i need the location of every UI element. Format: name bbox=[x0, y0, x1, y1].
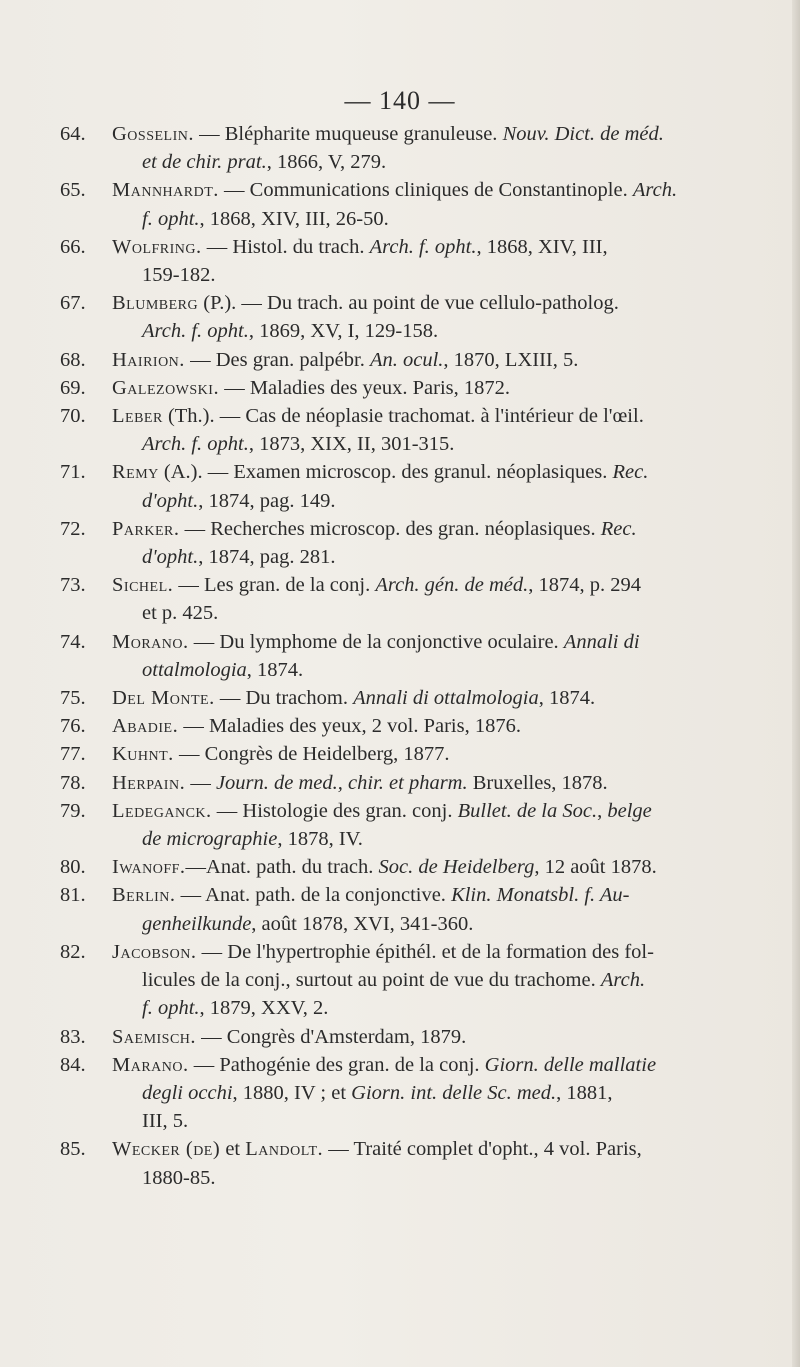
entry-line bbox=[112, 769, 780, 797]
entry-journal: Arch. f. opht. bbox=[142, 320, 249, 343]
entry-line bbox=[112, 317, 780, 345]
entry-line bbox=[112, 910, 780, 938]
entry-journal: f. opht. bbox=[142, 997, 200, 1020]
entry-line bbox=[112, 599, 780, 627]
bibliography-entry bbox=[60, 712, 780, 740]
bibliography-entry bbox=[60, 374, 780, 402]
entry-journal: Arch. bbox=[632, 179, 678, 202]
entry-text: , 1878, IV. bbox=[277, 828, 363, 851]
entry-text: (P.). — Du trach. au point de vue cellulo-patholog. bbox=[203, 292, 619, 315]
entry-journal: Soc. de Heidelberg bbox=[378, 856, 535, 879]
entry-author: Marano. bbox=[112, 1053, 189, 1076]
entry-number: 74. bbox=[60, 630, 86, 653]
entry-author: Herpain. bbox=[112, 771, 186, 794]
entry-line bbox=[112, 233, 780, 261]
entry-number: 66. bbox=[60, 235, 86, 258]
entry-number: 78. bbox=[60, 771, 86, 794]
bibliography-entry bbox=[60, 853, 780, 881]
entry-text: , 1866, V, 279. bbox=[266, 151, 387, 174]
entry-line bbox=[112, 656, 780, 684]
entry-journal: ottalmologia bbox=[142, 658, 247, 681]
entry-text: Bruxelles, 1878. bbox=[467, 771, 608, 794]
entry-journal: de micrographie bbox=[142, 828, 278, 851]
entry-journal: d'opht. bbox=[142, 489, 199, 512]
entry-text: , 1874. bbox=[538, 687, 596, 710]
entry-line bbox=[112, 543, 780, 571]
entry-journal: f. opht. bbox=[142, 207, 200, 230]
entry-journal: genheilkunde bbox=[142, 912, 252, 935]
bibliography-entry bbox=[60, 740, 780, 768]
entry-line bbox=[112, 430, 780, 458]
bibliography-entry bbox=[60, 120, 780, 176]
entry-line bbox=[112, 487, 780, 515]
entry-journal: Arch. f. opht. bbox=[369, 235, 477, 258]
entry-line bbox=[112, 966, 780, 994]
entry-text: , 12 août 1878. bbox=[534, 856, 657, 879]
entry-line bbox=[112, 938, 780, 966]
entry-text: — Histol. du trach. bbox=[206, 235, 365, 258]
entry-number: 79. bbox=[60, 799, 86, 822]
entry-number: 70. bbox=[60, 405, 86, 428]
entry-journal: Giorn. delle mallatie bbox=[484, 1053, 657, 1076]
entry-number: 80. bbox=[60, 856, 86, 879]
entry-author: Morano. bbox=[112, 630, 189, 653]
entry-number: 76. bbox=[60, 715, 86, 738]
entry-text: — Congrès d'Amsterdam, 1879. bbox=[201, 1025, 467, 1048]
bibliography-list bbox=[60, 120, 780, 1192]
entry-author: Ledeganck. bbox=[112, 799, 212, 822]
entry-author: Wolfring. bbox=[112, 235, 202, 258]
entry-text: et bbox=[225, 1138, 241, 1161]
bibliography-entry bbox=[60, 289, 780, 345]
entry-text: , 1879, XXV, 2. bbox=[199, 997, 329, 1020]
bibliography-entry bbox=[60, 797, 780, 853]
entry-journal: Bullet. de la Soc. bbox=[457, 799, 598, 822]
entry-number: 71. bbox=[60, 461, 86, 484]
entry-journal: An. ocul. bbox=[369, 348, 444, 371]
entry-journal: Rec. bbox=[600, 517, 637, 540]
entry-line bbox=[112, 402, 780, 430]
entry-author: Kuhnt. bbox=[112, 743, 174, 766]
entry-author: Iwanoff. bbox=[112, 856, 186, 879]
entry-line bbox=[112, 346, 780, 374]
entry-text: et p. 425. bbox=[142, 602, 219, 625]
entry-text: — bbox=[190, 771, 211, 794]
entry-line bbox=[112, 176, 780, 204]
entry-journal: Klin. Monatsbl. f. Au- bbox=[451, 884, 630, 907]
entry-number: 77. bbox=[60, 743, 86, 766]
entry-journal: Journ. de med., chir. et pharm. bbox=[215, 771, 468, 794]
entry-journal: Giorn. int. delle Sc. med. bbox=[351, 1081, 557, 1104]
entry-text: (Th.). — Cas de néoplasie trachomat. à l'intérieur de l'œil. bbox=[167, 405, 644, 428]
entry-number: 82. bbox=[60, 940, 86, 963]
entry-text: — Pathogénie des gran. de la conj. bbox=[193, 1053, 480, 1076]
entry-author: Wecker (de) bbox=[112, 1138, 221, 1161]
entry-author: Jacobson. bbox=[112, 940, 197, 963]
entry-line bbox=[112, 1164, 780, 1192]
entry-journal: degli occhi bbox=[142, 1081, 233, 1104]
entry-journal: Rec. bbox=[612, 461, 649, 484]
entry-number: 72. bbox=[60, 517, 86, 540]
entry-number: 75. bbox=[60, 687, 86, 710]
entry-line bbox=[112, 712, 780, 740]
entry-text: 159-182. bbox=[142, 264, 216, 287]
entry-text: (A.). — Examen microscop. des granul. néoplasiques. bbox=[163, 461, 608, 484]
entry-line bbox=[112, 120, 780, 148]
bibliography-entry bbox=[60, 881, 780, 937]
page-edge bbox=[792, 0, 800, 1367]
bibliography-entry bbox=[60, 515, 780, 571]
entry-line bbox=[112, 1107, 780, 1135]
entry-line bbox=[112, 740, 780, 768]
entry-journal: belge bbox=[607, 799, 652, 822]
entry-text: — Des gran. palpébr. bbox=[190, 348, 365, 371]
entry-journal: Annali di ottalmologia bbox=[353, 687, 539, 710]
entry-author: Abadie. bbox=[112, 715, 179, 738]
entry-number: 67. bbox=[60, 292, 86, 315]
entry-text: — Communications cliniques de Constantinople. bbox=[224, 179, 628, 202]
entry-number: 64. bbox=[60, 123, 86, 145]
entry-line bbox=[112, 374, 780, 402]
bibliography-entry bbox=[60, 1023, 780, 1051]
entry-number: 68. bbox=[60, 348, 86, 371]
bibliography-entry bbox=[60, 938, 780, 1023]
entry-text: — Congrès de Heidelberg, 1877. bbox=[178, 743, 450, 766]
entry-journal: d'opht. bbox=[142, 546, 199, 569]
entry-text: — Anat. path. de la conjonctive. bbox=[180, 884, 446, 907]
entry-author: Remy bbox=[112, 461, 159, 484]
entry-number: 69. bbox=[60, 376, 86, 399]
entry-author: Landolt. bbox=[245, 1138, 324, 1161]
entry-journal: Arch. f. opht. bbox=[142, 433, 249, 456]
entry-text: , 1868, XIV, III, 26-50. bbox=[199, 207, 389, 230]
entry-line bbox=[112, 853, 780, 881]
entry-text: — Blépharite muqueuse granuleuse. bbox=[199, 123, 498, 145]
entry-line bbox=[112, 825, 780, 853]
bibliography-entry bbox=[60, 1135, 780, 1191]
entry-line bbox=[112, 1135, 780, 1163]
entry-text: — Du trachom. bbox=[219, 687, 348, 710]
entry-text: — Recherches microscop. des gran. néoplasiques. bbox=[184, 517, 596, 540]
entry-text: licules de la conj., surtout au point de vue du trachome. bbox=[142, 969, 596, 992]
entry-number: 73. bbox=[60, 574, 86, 597]
entry-line bbox=[112, 1079, 780, 1107]
page-number: — 140 — bbox=[344, 86, 456, 115]
entry-text: , 1880, IV ; et bbox=[232, 1081, 347, 1104]
entry-text: , août 1878, XVI, 341-360. bbox=[251, 912, 474, 935]
entry-line bbox=[112, 1051, 780, 1079]
entry-line bbox=[112, 148, 780, 176]
entry-number: 65. bbox=[60, 179, 86, 202]
entry-author: Berlin. bbox=[112, 884, 176, 907]
entry-text: III, 5. bbox=[142, 1110, 189, 1133]
entry-author: Blumberg bbox=[112, 292, 199, 315]
entry-text: , 1874, pag. 281. bbox=[198, 546, 336, 569]
bibliography-entry bbox=[60, 233, 780, 289]
entry-line bbox=[112, 205, 780, 233]
entry-text: , 1873, XIX, II, 301-315. bbox=[248, 433, 455, 456]
entry-text: — Du lymphome de la conjonctive oculaire. bbox=[193, 630, 559, 653]
entry-line bbox=[112, 261, 780, 289]
entry-text: —Anat. path. du trach. bbox=[185, 856, 374, 879]
entry-line bbox=[112, 1023, 780, 1051]
entry-number: 85. bbox=[60, 1138, 86, 1161]
entry-line bbox=[112, 289, 780, 317]
bibliography-entry bbox=[60, 402, 780, 458]
entry-line bbox=[112, 881, 780, 909]
entry-journal: et de chir. prat. bbox=[142, 151, 267, 174]
entry-line bbox=[112, 994, 780, 1022]
bibliography-entry bbox=[60, 684, 780, 712]
entry-line bbox=[112, 515, 780, 543]
entry-text: — Histologie des gran. conj. bbox=[216, 799, 453, 822]
bibliography-entry bbox=[60, 571, 780, 627]
entry-text: , 1869, XV, I, 129-158. bbox=[248, 320, 439, 343]
bibliography-entry bbox=[60, 769, 780, 797]
entry-journal: Annali di bbox=[563, 630, 640, 653]
entry-text: , bbox=[597, 799, 603, 822]
entry-text: , 1870, LXIII, 5. bbox=[443, 348, 579, 371]
entry-author: Saemisch. bbox=[112, 1025, 197, 1048]
entry-line bbox=[112, 684, 780, 712]
entry-text: , 1874, p. 294 bbox=[528, 574, 642, 597]
entry-text: — Les gran. de la conj. bbox=[178, 574, 371, 597]
entry-author: Galezowski. bbox=[112, 376, 220, 399]
entry-text: 1880-85. bbox=[142, 1166, 216, 1189]
entry-text: — Maladies des yeux. Paris, 1872. bbox=[224, 376, 511, 399]
entry-author: Del Monte. bbox=[112, 687, 215, 710]
entry-text: , 1881, bbox=[556, 1081, 613, 1104]
entry-journal: Arch. gén. de méd. bbox=[375, 574, 529, 597]
bibliography-entry bbox=[60, 346, 780, 374]
entry-text: , 1868, XIV, III, bbox=[476, 235, 608, 258]
entry-text: — Traité complet d'opht., 4 vol. Paris, bbox=[328, 1138, 642, 1161]
entry-line bbox=[112, 571, 780, 599]
entry-author: Hairion. bbox=[112, 348, 185, 371]
entry-line bbox=[112, 458, 780, 486]
entry-number: 84. bbox=[60, 1053, 86, 1076]
entry-text: — Maladies des yeux, 2 vol. Paris, 1876. bbox=[183, 715, 521, 738]
entry-number: 81. bbox=[60, 884, 86, 907]
entry-line bbox=[112, 797, 780, 825]
entry-author: Parker. bbox=[112, 517, 180, 540]
bibliography-entry bbox=[60, 176, 780, 232]
entry-number: 83. bbox=[60, 1025, 86, 1048]
entry-author: Mannhardt. bbox=[112, 179, 219, 202]
entry-text: , 1874. bbox=[246, 658, 304, 681]
bibliography-entry bbox=[60, 1051, 780, 1136]
bibliography-entry bbox=[60, 458, 780, 514]
bibliography-entry bbox=[60, 628, 780, 684]
entry-author: Gosselin. bbox=[112, 123, 194, 145]
entry-author: Leber bbox=[112, 405, 163, 428]
entry-journal: Arch. bbox=[600, 969, 646, 992]
entry-journal: Nouv. Dict. de méd. bbox=[502, 123, 664, 145]
entry-author: Sichel. bbox=[112, 574, 174, 597]
entry-text: , 1874, pag. 149. bbox=[198, 489, 336, 512]
entry-line bbox=[112, 628, 780, 656]
entry-text: — De l'hypertrophie épithél. et de la formation des fol- bbox=[201, 940, 654, 963]
